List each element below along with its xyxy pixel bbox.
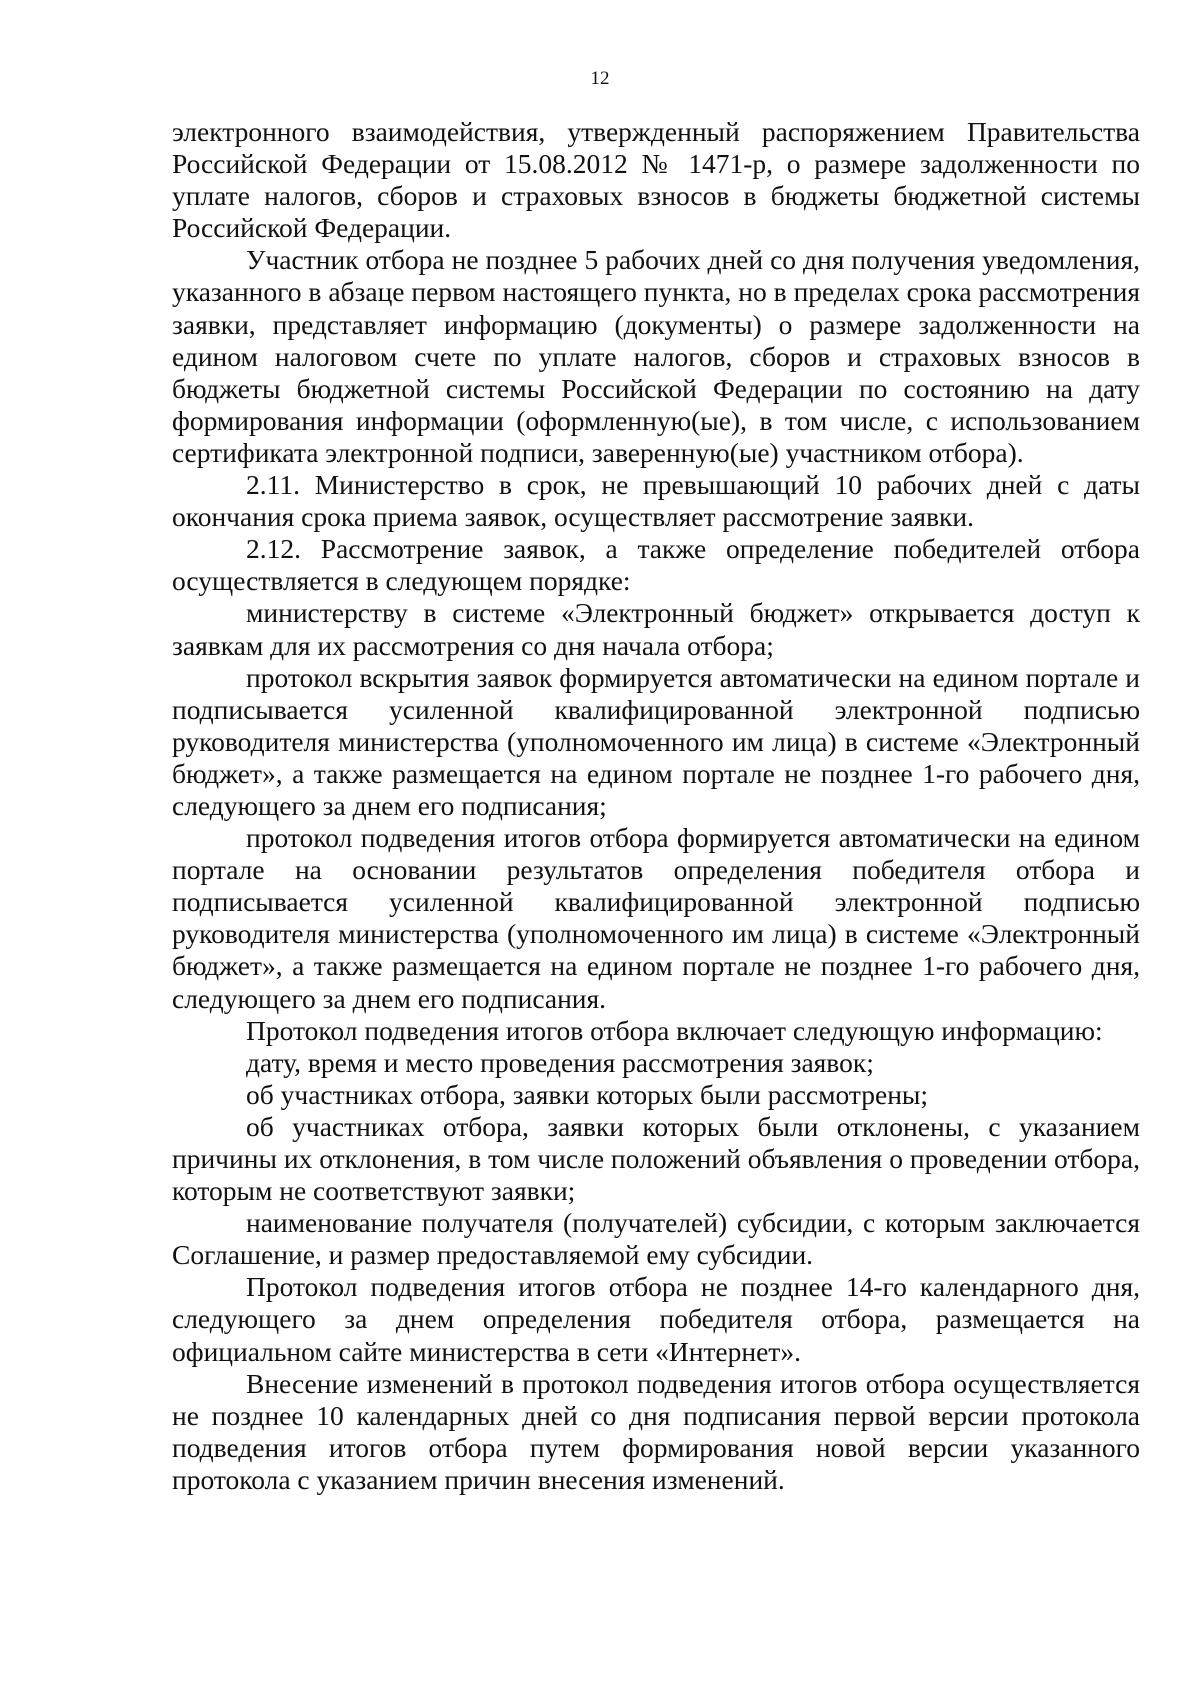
list-item: наименование получателя (получателей) субсидии, с которым заключается Соглашение, и размер предоставляемой ему субсидии. xyxy=(172,1207,1140,1271)
paragraph: протокол вскрытия заявок формируется автоматически на едином портале и подписывается усиленной квалифицированной электронной подписью руководителя министерства (уполномоченного им лица) в системе «Электронный бюджет», а также размещается на едином портале не позднее 1-го рабочего дня, следующего за днем его подписания; xyxy=(172,661,1140,821)
paragraph: электронного взаимодействия, утвержденный распоряжением Правительства Российской Федерации от 15.08.2012 № 1471-р, о размере задолженности по уплате налогов, сборов и страховых взносов в бюджеты бюджетной системы Российской Федерации. xyxy=(172,116,1140,244)
paragraph: Протокол подведения итогов отбора включает следующую информацию: xyxy=(246,1014,1103,1046)
paragraph-section-2-12: 2.12. Рассмотрение заявок, а также определение победителей отбора осуществляется в следующем порядке: xyxy=(172,533,1140,597)
list-item: об участниках отбора, заявки которых были отклонены, с указанием причины их отклонения, в том числе положений объявления о проведении отбора, которым не соответствуют заявки; xyxy=(172,1110,1140,1207)
list-item: дату, время и место проведения рассмотрения заявок; xyxy=(246,1046,874,1078)
paragraph: Внесение изменений в протокол подведения итогов отбора осуществляется не позднее 10 календарных дней со дня подписания первой версии протокола подведения итогов отбора путем формирования новой версии указанного протокола с указанием причин внесения изменений. xyxy=(172,1367,1140,1495)
paragraph: Участник отбора не позднее 5 рабочих дней со дня получения уведомления, указанного в абзаце первом настоящего пункта, но в пределах срока рассмотрения заявки, представляет информацию (документы) о размере задолженности на едином налоговом счете по уплате налогов, сборов и страховых взносов в бюджеты бюджетной системы Российской Федерации по состоянию на дату формирования информации (оформленную(ые), в том числе, с использованием сертификата электронной подписи, заверенную(ые) участником отбора). xyxy=(172,244,1140,468)
paragraph: Протокол подведения итогов отбора не позднее 14-го календарного дня, следующего за днем определения победителя отбора, размещается на официальном сайте министерства в сети «Интернет». xyxy=(172,1271,1140,1367)
list-item: об участниках отбора, заявки которых были рассмотрены; xyxy=(246,1078,929,1110)
paragraph: протокол подведения итогов отбора формируется автоматически на едином портале на основании результатов определения победителя отбора и подписывается усиленной квалифицированной электронной подписью руководителя министерства (уполномоченного им лица) в системе «Электронный бюджет», а также размещается на едином портале не позднее 1-го рабочего дня, следующего за днем его подписания. xyxy=(172,822,1140,1014)
page-number: 12 xyxy=(590,68,610,89)
paragraph: министерству в системе «Электронный бюджет» открывается доступ к заявкам для их рассмотрения со дня начала отбора; xyxy=(172,597,1140,661)
document-body xyxy=(172,116,1140,1496)
paragraph-section-2-11: 2.11. Министерство в срок, не превышающий 10 рабочих дней с даты окончания срока приема заявок, осуществляет рассмотрение заявки. xyxy=(172,469,1140,533)
